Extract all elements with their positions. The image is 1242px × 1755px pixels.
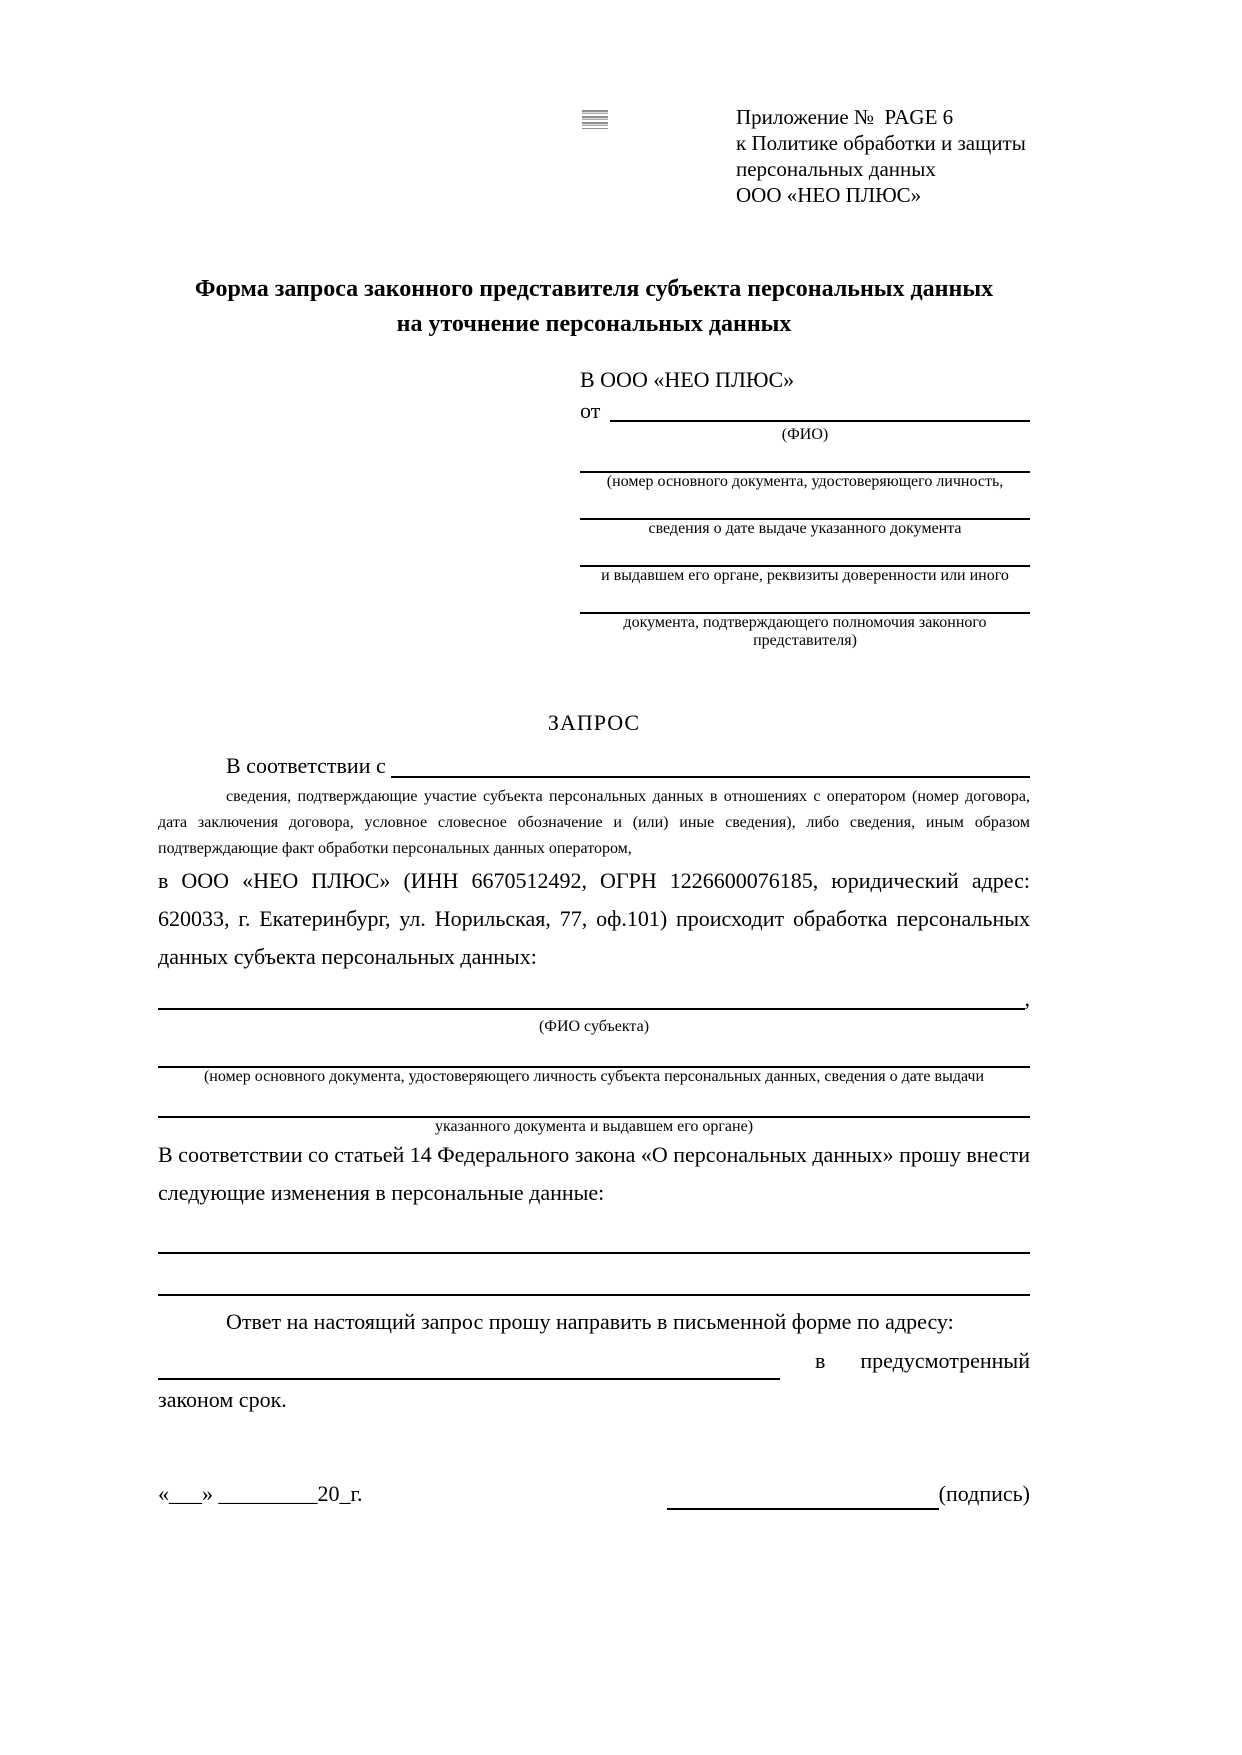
subject-fio-field <box>158 980 1025 1010</box>
subject-doc-caption-1: (номер основного документа, удостоверяющего личность субъекта персональных данных, сведения о дате выдачи <box>203 1068 985 1085</box>
header-appendix-line: Приложение № PAGE 6 <box>736 105 954 129</box>
recipient-to: В ООО «НЕО ПЛЮС» <box>580 367 795 392</box>
intro-lead: В соответствии с <box>226 753 392 778</box>
reply-paragraph-line-1: Ответ на настоящий запрос прошу направить в письменной форме по адресу: <box>226 1309 954 1334</box>
representative-doc-caption-2: сведения о дате выдаче указанного документа <box>648 520 962 537</box>
amendment-field-2 <box>158 1254 1030 1296</box>
amendment-field-1 <box>158 1212 1030 1254</box>
form-title-line-2: на уточнение персональных данных <box>396 311 792 337</box>
header-company-name: ООО «НЕО ПЛЮС» <box>736 183 922 207</box>
from-label: от <box>580 398 601 423</box>
request-heading: ЗАПРОС <box>547 710 641 735</box>
subject-comma: , <box>1024 986 1030 1011</box>
header-policy-line-2: персональных данных <box>736 157 936 181</box>
subject-doc-field-2 <box>158 1086 1030 1118</box>
header-policy-line-1: к Политике обработки и защиты <box>736 131 1026 155</box>
representative-doc-caption-4: документа, подтверждающего полномочия законного представителя) <box>623 614 987 649</box>
basis-field <box>391 748 1030 778</box>
field-code-icon <box>582 110 608 129</box>
reply-address-field <box>158 1352 780 1380</box>
representative-fio-field <box>610 396 1030 422</box>
representative-doc-caption-3: и выдавшем его органе, реквизиты доверенности или иного <box>601 567 1009 584</box>
signature-caption: (подпись) <box>938 1481 1030 1506</box>
form-title <box>158 272 1030 342</box>
from-row <box>580 396 1030 426</box>
reply-word-v: в <box>815 1348 826 1373</box>
reply-paragraph-line-3: законом срок. <box>158 1387 287 1412</box>
document-header <box>158 104 1030 208</box>
reply-word-timeframe: предусмотренный <box>860 1348 1030 1373</box>
representative-doc-field-2 <box>580 491 1030 520</box>
subject-doc-field-1 <box>158 1036 1030 1068</box>
signature-field <box>667 1484 939 1510</box>
date-blank: «___» _________20_г. <box>158 1481 363 1506</box>
header-text-block <box>736 104 1026 208</box>
subject-fio-caption: (ФИО субъекта) <box>538 1018 650 1035</box>
representative-doc-caption-1: (номер основного документа, удостоверяющего личность, <box>606 473 1004 490</box>
reply-address-row <box>158 1342 1030 1380</box>
fine-print-note: сведения, подтверждающие участие субъекта персональных данных в отношениях с оператором (номер договора, дата заключения договора, условное словесное обозначение и (или) иные сведения), либо сведения, иным образом подтверждающие факт обработки персональных данных оператором, <box>158 788 1030 857</box>
representative-doc-field-1 <box>580 444 1030 473</box>
subject-fio-row <box>158 980 1030 1018</box>
amendment-paragraph: В соответствии со статьей 14 Федерального закона «О персональных данных» прошу внести следующие изменения в персональные данные: <box>158 1142 1030 1205</box>
fio-caption: (ФИО) <box>781 426 829 443</box>
representative-doc-field-4 <box>580 585 1030 614</box>
signature-row <box>158 1478 1030 1510</box>
operator-paragraph: в ООО «НЕО ПЛЮС» (ИНН 6670512492, ОГРН 1226600076185, юридический адрес: 620033, г. Екатеринбург, ул. Норильская, 77, оф.101) происходит обработка персональных данных субъекта персональных данных: <box>158 868 1030 969</box>
form-title-line-1: Форма запроса законного представителя субъекта персональных данных <box>194 276 994 302</box>
recipient-block <box>580 364 1030 650</box>
signature-group <box>667 1478 1030 1510</box>
representative-doc-field-3 <box>580 538 1030 567</box>
intro-row <box>158 748 1030 784</box>
subject-doc-caption-2: указанного документа и выдавшем его органе) <box>434 1118 754 1135</box>
